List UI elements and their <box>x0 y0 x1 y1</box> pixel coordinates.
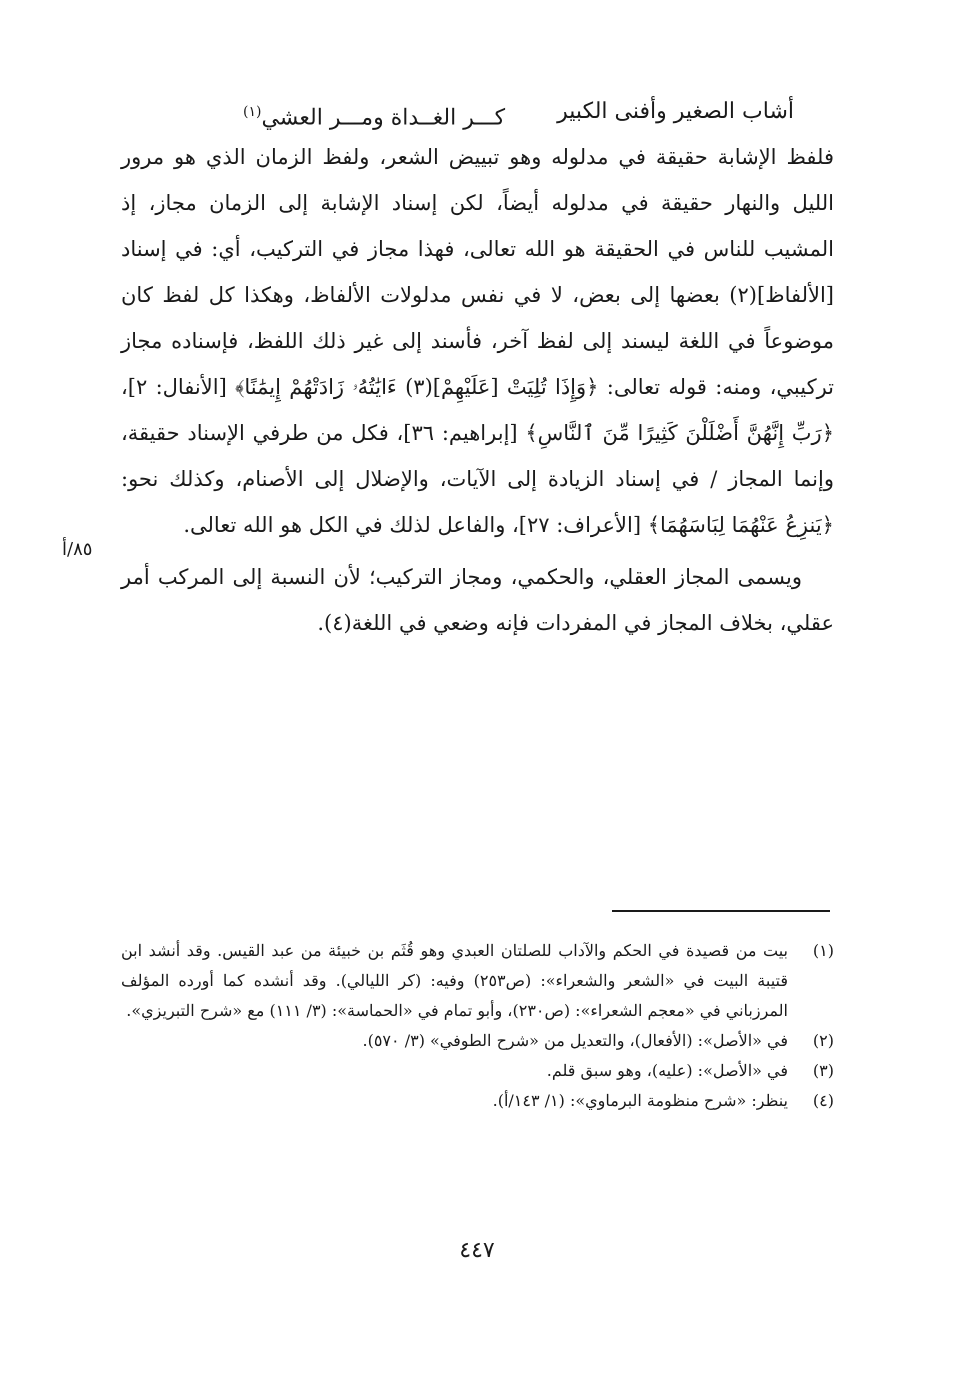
footnote-text: في «الأصل»: (الأفعال)، والتعديل من «شرح الطوفي» (٣/ ٥٧٠). <box>362 1031 788 1050</box>
verse-second-hemistich: كـــر الغــداة ومـــر العشي$^{(١)}$ <box>242 104 506 131</box>
footnote-number: (٣) <box>812 1061 834 1080</box>
footnote-separator <box>612 910 830 912</box>
paragraph-2: ويسمى المجاز العقلي، والحكمي، ومجاز التركيب؛ لأن النسبة إلى المركب أمر عقلي، بخلاف المجاز في المفردات فإنه وضعي في اللغة(٤). <box>121 565 834 635</box>
footnote-number: (٤) <box>812 1091 834 1110</box>
footnote-number: (٢) <box>812 1031 834 1050</box>
footnote-text: ينظر: «شرح منظومة البرماوي»: (١/ ١٤٣/أ). <box>492 1091 788 1110</box>
footnote-text: بيت من قصيدة في الحكم والآداب للصلتان العبدي وهو قُثَم بن خبيئة من عبد القيس. وقد أنشد ابن قتيبة البيت في «الشعر والشعراء»: (ص٢٥٣) وفيه: (كر الليالي). وقد أنشده كما أورده المؤلف المرزباني في «معجم الشعراء»: (ص٢٣٠)، وأبو تمام في «الحماسة»: (٣/ ١١١) مع «شرح التبريزي». <box>121 941 789 1020</box>
footnote-text: في «الأصل»: (عليه)، وهو سبق قلم. <box>546 1061 788 1080</box>
footnote-2 <box>121 1026 834 1056</box>
main-text <box>121 134 834 646</box>
footnote-number: (١) <box>812 941 834 960</box>
footnote-3 <box>121 1056 834 1086</box>
footnote-4 <box>121 1086 834 1116</box>
footnotes <box>121 936 834 1116</box>
manuscript-folio-note: ٨٥/أ <box>62 539 93 560</box>
poetry-verse <box>154 92 794 138</box>
footnote-1 <box>121 936 834 1026</box>
page-number: ٤٤٧ <box>459 1238 495 1263</box>
footnote-ref-1: (١) <box>242 104 262 120</box>
verse-first-hemistich: أشاب الصغير وأفنى الكبير <box>557 99 794 124</box>
paragraph-1: فلفظ الإشابة حقيقة في مدلوله وهو تبييض الشعر، ولفظ الزمان الذي هو مرور الليل والنهار حقيقة في مدلوله أيضاً، لكن إسناد الإشابة إلى الزمان مجاز، إذ المشيب للناس في الحقيقة هو الله تعالى، فهذا مجاز في التركيب، أي: في إسناد [الألفاظ](٢) بعضها إلى بعض، لا في نفس مدلولات الألفاظ، وهكذا كل لفظ كان موضوعاً في اللغة ليسند إلى لفظ آخر، فأسند إلى غير ذلك اللفظ، فإسناده مجاز تركيبي، ومنه: قوله تعالى: ﴿وَإِذَا تُلِيَتْ [عَلَيْهِمْ](٣) ءَايَٰتُهُۥ زَادَتْهُمْ إِيمَٰنًا﴾ [الأنفال: ٢]، ﴿رَبِّ إِنَّهُنَّ أَضْلَلْنَ كَثِيرًا مِّنَ ٱلنَّاسِ﴾ [إبراهيم: ٣٦]، فكل من طرفي الإسناد حقيقة، وإنما المجاز / في إسناد الزيادة إلى الآيات، والإضلال إلى الأصنام، وكذلك نحو: ﴿يَنزِعُ عَنْهُمَا لِبَاسَهُمَا﴾ [الأعراف: ٢٧]، والفاعل لذلك في الكل هو الله تعالى. <box>121 145 835 537</box>
